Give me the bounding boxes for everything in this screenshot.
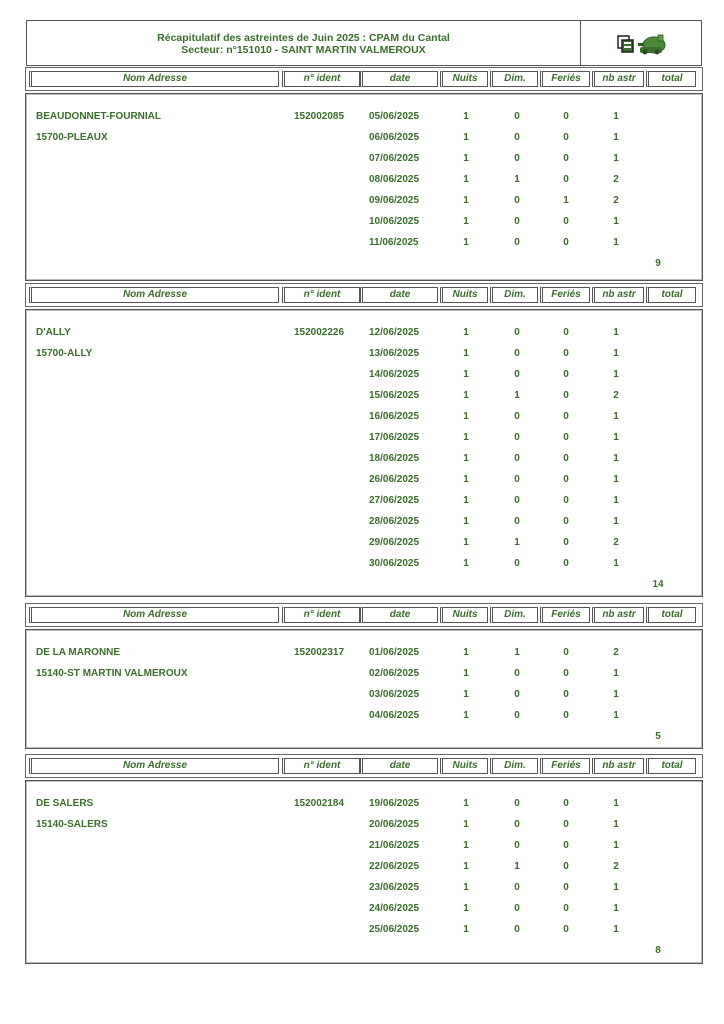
row-nb-astr: 1 [613, 327, 619, 338]
astreinte-group [25, 603, 703, 749]
col-total-header: total [646, 758, 696, 774]
col-nom-adresse-header: Nom Adresse [29, 71, 279, 87]
row-dim: 0 [514, 327, 520, 338]
row-feries: 0 [563, 819, 569, 830]
row-dim: 0 [514, 710, 520, 721]
row-date: 06/06/2025 [369, 132, 420, 143]
row-dim: 0 [514, 474, 520, 485]
provider-ident: 152002226 [294, 327, 345, 338]
row-dim: 0 [514, 132, 520, 143]
copy-icon[interactable] [617, 35, 635, 53]
row-date: 09/06/2025 [369, 195, 420, 206]
row-date: 21/06/2025 [369, 840, 420, 851]
astreinte-group [25, 67, 703, 281]
row-date: 19/06/2025 [369, 798, 420, 809]
col-dim-header: Dim. [490, 758, 538, 774]
row-dim: 1 [514, 861, 520, 872]
row-date: 26/06/2025 [369, 474, 420, 485]
row-nb-astr: 1 [613, 216, 619, 227]
row-dim: 1 [514, 174, 520, 185]
row-dim: 1 [514, 647, 520, 658]
row-feries: 0 [563, 798, 569, 809]
row-feries: 0 [563, 132, 569, 143]
row-nuits: 1 [463, 558, 469, 569]
row-nb-astr: 1 [613, 411, 619, 422]
provider-name: D'ALLY [36, 327, 71, 338]
row-date: 01/06/2025 [369, 647, 420, 658]
col-feries-header: Feriés [540, 607, 590, 623]
col-nb-astr-header: nb astr [592, 607, 644, 623]
row-dim: 0 [514, 819, 520, 830]
row-nuits: 1 [463, 453, 469, 464]
col-nom-adresse-header: Nom Adresse [29, 607, 279, 623]
row-nb-astr: 1 [613, 369, 619, 380]
table-header [25, 67, 703, 91]
row-feries: 0 [563, 111, 569, 122]
row-dim: 0 [514, 903, 520, 914]
row-dim: 0 [514, 453, 520, 464]
col-dim-header: Dim. [490, 607, 538, 623]
astreinte-group [25, 283, 703, 597]
row-nuits: 1 [463, 668, 469, 679]
row-feries: 0 [563, 432, 569, 443]
tank-icon[interactable] [637, 33, 667, 55]
col-total-header: total [646, 287, 696, 303]
col-nom-adresse-header: Nom Adresse [29, 287, 279, 303]
col-date-header: date [360, 758, 438, 774]
provider-address: 15140-ST MARTIN VALMEROUX [36, 668, 188, 679]
col-date-header: date [360, 607, 438, 623]
col-nuits-header: Nuits [440, 607, 488, 623]
col-nuits-header: Nuits [440, 287, 488, 303]
row-feries: 0 [563, 882, 569, 893]
col-n-ident-header: n° ident [282, 758, 360, 774]
row-nb-astr: 1 [613, 668, 619, 679]
row-feries: 0 [563, 558, 569, 569]
row-nb-astr: 2 [613, 390, 619, 401]
row-date: 23/06/2025 [369, 882, 420, 893]
row-date: 10/06/2025 [369, 216, 420, 227]
row-date: 07/06/2025 [369, 153, 420, 164]
row-date: 15/06/2025 [369, 390, 420, 401]
group-total: 5 [655, 731, 661, 742]
row-dim: 0 [514, 882, 520, 893]
row-feries: 0 [563, 840, 569, 851]
row-date: 17/06/2025 [369, 432, 420, 443]
provider-address: 15140-SALERS [36, 819, 108, 830]
row-feries: 0 [563, 174, 569, 185]
col-dim-header: Dim. [490, 287, 538, 303]
row-nuits: 1 [463, 432, 469, 443]
row-feries: 0 [563, 411, 569, 422]
row-date: 03/06/2025 [369, 689, 420, 700]
row-feries: 0 [563, 237, 569, 248]
row-date: 27/06/2025 [369, 495, 420, 506]
row-feries: 0 [563, 924, 569, 935]
row-feries: 0 [563, 647, 569, 658]
table-header [25, 603, 703, 627]
row-dim: 0 [514, 432, 520, 443]
row-dim: 0 [514, 153, 520, 164]
col-n-ident-header: n° ident [282, 287, 360, 303]
provider-address: 15700-ALLY [36, 348, 93, 359]
row-dim: 0 [514, 111, 520, 122]
report-header [26, 20, 702, 66]
table-body [25, 780, 703, 964]
row-dim: 0 [514, 840, 520, 851]
row-nuits: 1 [463, 798, 469, 809]
table-header [25, 283, 703, 307]
row-nuits: 1 [463, 495, 469, 506]
col-nb-astr-header: nb astr [592, 287, 644, 303]
row-nb-astr: 1 [613, 710, 619, 721]
row-feries: 1 [563, 195, 569, 206]
row-nb-astr: 1 [613, 558, 619, 569]
row-nuits: 1 [463, 174, 469, 185]
group-total: 8 [655, 945, 661, 956]
row-feries: 0 [563, 453, 569, 464]
header-divider [580, 21, 581, 65]
col-total-header: total [646, 607, 696, 623]
group-total: 9 [655, 258, 661, 269]
row-nuits: 1 [463, 153, 469, 164]
row-nb-astr: 1 [613, 237, 619, 248]
row-date: 12/06/2025 [369, 327, 420, 338]
row-nb-astr: 1 [613, 924, 619, 935]
row-nuits: 1 [463, 840, 469, 851]
row-feries: 0 [563, 495, 569, 506]
row-nuits: 1 [463, 903, 469, 914]
row-date: 22/06/2025 [369, 861, 420, 872]
row-dim: 1 [514, 537, 520, 548]
row-feries: 0 [563, 216, 569, 227]
table-body [25, 309, 703, 597]
col-total-header: total [646, 71, 696, 87]
row-date: 14/06/2025 [369, 369, 420, 380]
row-nuits: 1 [463, 537, 469, 548]
col-nom-adresse-header: Nom Adresse [29, 758, 279, 774]
row-feries: 0 [563, 474, 569, 485]
row-nuits: 1 [463, 111, 469, 122]
col-n-ident-header: n° ident [282, 71, 360, 87]
provider-address: 15700-PLEAUX [36, 132, 108, 143]
row-date: 30/06/2025 [369, 558, 420, 569]
row-date: 20/06/2025 [369, 819, 420, 830]
row-nb-astr: 1 [613, 840, 619, 851]
row-date: 13/06/2025 [369, 348, 420, 359]
table-body [25, 629, 703, 749]
row-dim: 0 [514, 495, 520, 506]
provider-ident: 152002317 [294, 647, 345, 658]
table-header [25, 754, 703, 778]
group-total: 14 [652, 579, 664, 590]
row-nb-astr: 1 [613, 819, 619, 830]
row-nb-astr: 1 [613, 432, 619, 443]
row-nuits: 1 [463, 861, 469, 872]
row-date: 16/06/2025 [369, 411, 420, 422]
provider-name: DE LA MARONNE [36, 647, 121, 658]
row-nuits: 1 [463, 327, 469, 338]
row-nb-astr: 1 [613, 689, 619, 700]
row-nb-astr: 1 [613, 153, 619, 164]
report-title [27, 21, 580, 65]
row-date: 29/06/2025 [369, 537, 420, 548]
col-date-header: date [360, 71, 438, 87]
row-date: 08/06/2025 [369, 174, 420, 185]
row-nuits: 1 [463, 369, 469, 380]
row-date: 25/06/2025 [369, 924, 420, 935]
row-nb-astr: 1 [613, 882, 619, 893]
row-dim: 0 [514, 195, 520, 206]
row-nuits: 1 [463, 819, 469, 830]
row-dim: 0 [514, 668, 520, 679]
col-feries-header: Feriés [540, 758, 590, 774]
row-nuits: 1 [463, 216, 469, 227]
row-nb-astr: 1 [613, 453, 619, 464]
row-dim: 1 [514, 390, 520, 401]
row-nb-astr: 1 [613, 111, 619, 122]
col-nb-astr-header: nb astr [592, 758, 644, 774]
row-nuits: 1 [463, 132, 469, 143]
col-date-header: date [360, 287, 438, 303]
col-nuits-header: Nuits [440, 71, 488, 87]
provider-name: DE SALERS [36, 798, 94, 809]
row-dim: 0 [514, 411, 520, 422]
row-nuits: 1 [463, 474, 469, 485]
row-feries: 0 [563, 390, 569, 401]
row-nuits: 1 [463, 924, 469, 935]
row-dim: 0 [514, 216, 520, 227]
row-dim: 0 [514, 516, 520, 527]
row-nb-astr: 1 [613, 798, 619, 809]
row-nb-astr: 2 [613, 861, 619, 872]
row-feries: 0 [563, 861, 569, 872]
row-dim: 0 [514, 369, 520, 380]
provider-ident: 152002184 [294, 798, 345, 809]
row-nuits: 1 [463, 390, 469, 401]
row-date: 05/06/2025 [369, 111, 420, 122]
row-date: 04/06/2025 [369, 710, 420, 721]
provider-ident: 152002085 [294, 111, 345, 122]
row-nb-astr: 1 [613, 474, 619, 485]
row-dim: 0 [514, 689, 520, 700]
row-dim: 0 [514, 798, 520, 809]
row-nuits: 1 [463, 411, 469, 422]
row-nuits: 1 [463, 516, 469, 527]
row-nuits: 1 [463, 882, 469, 893]
col-dim-header: Dim. [490, 71, 538, 87]
row-feries: 0 [563, 903, 569, 914]
col-n-ident-header: n° ident [282, 607, 360, 623]
row-date: 11/06/2025 [369, 237, 419, 248]
row-nuits: 1 [463, 689, 469, 700]
row-nb-astr: 2 [613, 647, 619, 658]
row-feries: 0 [563, 516, 569, 527]
astreinte-group [25, 754, 703, 964]
provider-name: BEAUDONNET-FOURNIAL [36, 111, 161, 122]
row-dim: 0 [514, 348, 520, 359]
row-feries: 0 [563, 348, 569, 359]
row-date: 24/06/2025 [369, 903, 420, 914]
row-date: 28/06/2025 [369, 516, 420, 527]
col-nuits-header: Nuits [440, 758, 488, 774]
row-nb-astr: 1 [613, 132, 619, 143]
table-body [25, 93, 703, 281]
title-line-1: Récapitulatif des astreintes de Juin 2025 : CPAM du Cantal [157, 32, 450, 44]
row-feries: 0 [563, 327, 569, 338]
col-feries-header: Feriés [540, 71, 590, 87]
title-line-2: Secteur: n°151010 - SAINT MARTIN VALMEROUX [181, 44, 426, 56]
col-nb-astr-header: nb astr [592, 71, 644, 87]
col-feries-header: Feriés [540, 287, 590, 303]
row-nb-astr: 1 [613, 348, 619, 359]
row-dim: 0 [514, 924, 520, 935]
row-feries: 0 [563, 153, 569, 164]
row-feries: 0 [563, 537, 569, 548]
row-nb-astr: 1 [613, 495, 619, 506]
row-nb-astr: 2 [613, 174, 619, 185]
row-nuits: 1 [463, 237, 469, 248]
row-dim: 0 [514, 558, 520, 569]
row-nb-astr: 2 [613, 195, 619, 206]
row-date: 02/06/2025 [369, 668, 420, 679]
row-feries: 0 [563, 689, 569, 700]
row-nuits: 1 [463, 647, 469, 658]
row-feries: 0 [563, 710, 569, 721]
row-feries: 0 [563, 668, 569, 679]
row-nuits: 1 [463, 348, 469, 359]
row-nb-astr: 1 [613, 903, 619, 914]
header-icons [617, 33, 677, 57]
row-dim: 0 [514, 237, 520, 248]
row-nuits: 1 [463, 195, 469, 206]
row-date: 18/06/2025 [369, 453, 420, 464]
row-nb-astr: 2 [613, 537, 619, 548]
row-nb-astr: 1 [613, 516, 619, 527]
row-nuits: 1 [463, 710, 469, 721]
row-feries: 0 [563, 369, 569, 380]
